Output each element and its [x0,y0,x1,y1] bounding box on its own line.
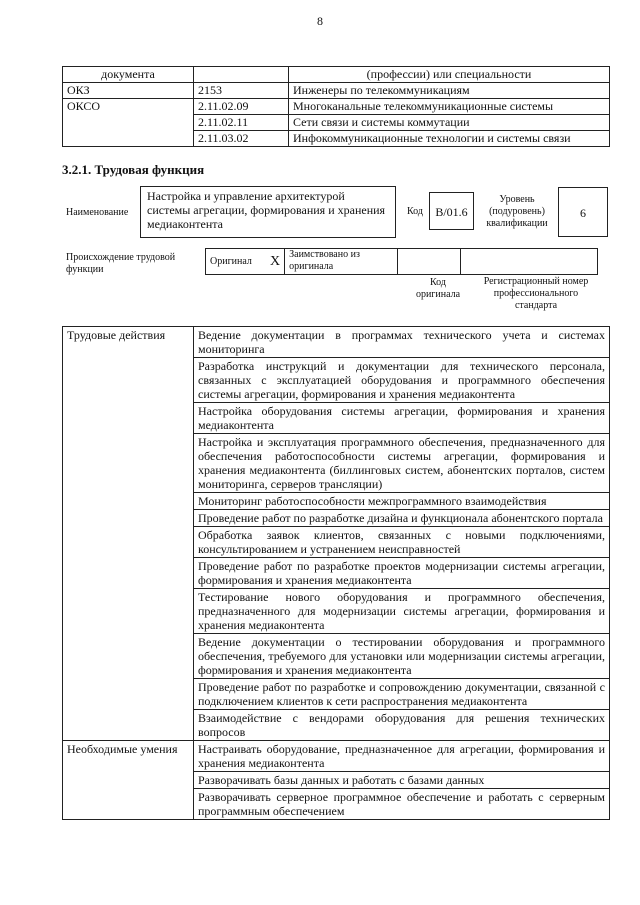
labor-action-item: Обработка заявок клиентов, связанных с новыми подключениями, консультированием и устранением неисправностей [194,527,610,558]
labor-action-item: Проведение работ по разработке и сопровождению документации, связанной с подключением клиентов к сети распространения медиаконтента [194,679,610,710]
level-value: 6 [558,187,608,237]
function-code-value: B/01.6 [429,192,474,230]
header-profession: (профессии) или специальности [289,67,610,83]
origin-table [205,248,598,275]
code-label: Код [407,206,423,217]
function-name-value: Настройка и управление архитектурой системы агрегации, формирования и хранения медиаконтента [140,186,396,238]
code-original-label: Код оригинала [415,277,461,300]
row-name: Инженеры по телекоммуникациям [289,83,610,99]
labor-action-item: Мониторинг работоспособности межпрограммного взаимодействия [194,493,610,510]
row-code: 2153 [194,83,289,99]
function-details-table [62,326,610,820]
labor-action-item: Проведение работ по разработке проектов модернизации системы агрегации, формирования и хранения медиаконтента [194,558,610,589]
name-label: Наименование [66,207,129,218]
classification-row [63,99,610,115]
section-title: 3.2.1. Трудовая функция [62,162,205,177]
labor-action-item: Ведение документации о тестировании оборудования и программного обеспечения, требуемого для установки или модернизации системы агрегации, формирования и хранения медиаконтента [194,634,610,679]
labor-action-item: Ведение документации в программах технического учета и системах мониторинга [194,327,610,358]
labor-action-item: Разработка инструкций и документации для технического персонала, связанных с эксплуатацией оборудования и программного обеспечения системы агрегации, формирования и хранения медиаконтента [194,358,610,403]
row-name: Инфокоммуникационные технологии и системы связи [289,131,610,147]
row-code: 2.11.02.09 [194,99,289,115]
origin-row [206,249,598,275]
labor-action-item: Настройка оборудования системы агрегации, формирования и хранения медиаконтента [194,403,610,434]
labor-action-item: Проведение работ по разработке дизайна и функционала абонентского портала [194,510,610,527]
origin-original: Оригинал [206,249,267,275]
skill-item: Настраивать оборудование, предназначенное для агрегации, формирования и хранения медиаконтента [194,741,610,772]
origin-label: Происхождение трудовой функции [66,252,176,275]
page-number: 8 [317,14,323,28]
origin-borrowed: Заимствовано из оригинала [285,249,398,275]
skill-label: Необходимые умения [63,741,194,820]
row-name: Многоканальные телекоммуникационные системы [289,99,610,115]
header-document: документа [63,67,194,83]
labor-action-item: Взаимодействие с вендорами оборудования для решения технических вопросов [194,710,610,741]
row-code: 2.11.03.02 [194,131,289,147]
row-code: 2.11.02.11 [194,115,289,131]
header-code [194,67,289,83]
labor-action-row [63,327,610,358]
row-doc: ОКСО [63,99,194,147]
origin-reg-cell [461,249,598,275]
level-label: Уровень (подуровень) квалификации [486,194,548,229]
skill-item: Разворачивать серверное программное обеспечение и работать с серверным программным обеспечением [194,789,610,820]
classification-header-row [63,67,610,83]
classification-table [62,66,610,147]
skill-item: Разворачивать базы данных и работать с базами данных [194,772,610,789]
skill-row [63,741,610,772]
reg-number-label: Регистрационный номер профессионального стандарта [483,276,589,311]
row-name: Сети связи и системы коммутации [289,115,610,131]
classification-row [63,83,610,99]
origin-code-cell [398,249,461,275]
labor-action-item: Настройка и эксплуатация программного обеспечения, предназначенного для обеспечения работоспособности системы агрегации, формирования и хранения медиаконтента (биллинговых систем, абонентских порталов, систем мониторинга, серверов трансляции) [194,434,610,493]
row-doc: ОКЗ [63,83,194,99]
origin-mark: X [266,249,285,275]
labor-action-label: Трудовые действия [63,327,194,741]
labor-action-item: Тестирование нового оборудования и программного обеспечения, предназначенного для модернизации системы агрегации, формирования и хранения медиаконтента [194,589,610,634]
